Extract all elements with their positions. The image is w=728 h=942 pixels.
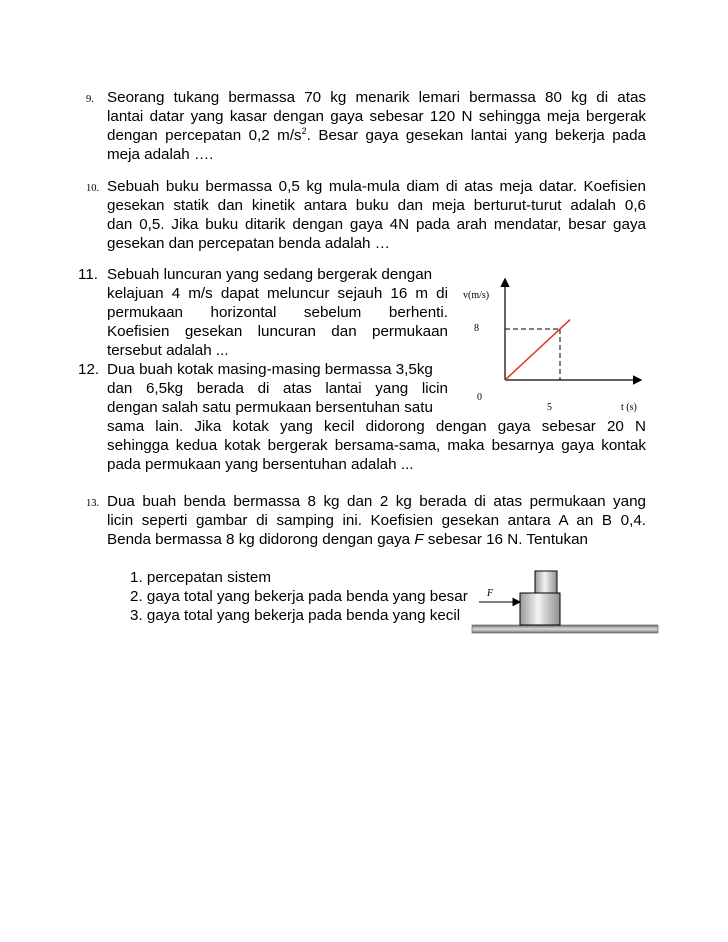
x-tick-label: 5: [547, 402, 552, 413]
question-text-line: lantai datar yang kasar dengan gaya sebesar 120 N sehingga meja bergerak: [107, 108, 646, 125]
blocks-figure: [472, 571, 658, 633]
question-text-line: dengan salah satu permukaan bersentuhan satu: [107, 399, 433, 416]
question-number: 10.: [86, 183, 100, 194]
question-text-line: Dua buah benda bermassa 8 kg dan 2 kg berada di atas permukaan yang: [107, 493, 646, 510]
question-text-line: gesekan dan percepatan benda adalah …: [107, 235, 390, 252]
question-12: [78, 360, 646, 474]
list-item: 3. gaya total yang bekerja pada benda yang kecil: [130, 607, 461, 624]
question-text-line: Sebuah buku bermassa 0,5 kg mula-mula diam di atas meja datar. Koefisien: [107, 178, 646, 195]
question-text-line: sama lain. Jika kotak yang kecil didorong dengan gaya sebesar 20 N: [107, 418, 646, 435]
question-text-line: Koefisien gesekan luncuran dan permukaan: [107, 323, 448, 340]
question-13: [86, 492, 646, 549]
question-13-subitems: [130, 568, 468, 625]
question-text-line: dengan percepatan 0,2 $m/s^2$. Besar gaya gesekan lantai yang bekerja pada: [107, 126, 647, 144]
question-text-line: Dua buah kotak masing-masing bermassa 3,5kg: [107, 361, 433, 378]
question-text-line: pada permukaan yang bersentuhan adalah ...: [107, 456, 414, 473]
question-number: 11.: [78, 266, 98, 283]
question-number: 13.: [86, 498, 100, 509]
floor-surface: [472, 625, 658, 633]
question-text-line: Benda bermassa 8 kg didorong dengan gaya F sebesar 16 N. Tentukan: [107, 531, 588, 548]
question-text-line: tersebut adalah ...: [107, 342, 229, 359]
question-text-line: Seorang tukang bermassa 70 kg menarik lemari bermassa 80 kg di atas: [107, 89, 646, 106]
question-text-line: Sebuah luncuran yang sedang bergerak dengan: [107, 266, 433, 283]
question-number: 9.: [86, 94, 94, 105]
question-10: [86, 177, 646, 253]
question-text-line: sehingga kedua kotak bergerak bersama-sama, maka besarnya gaya kontak: [107, 437, 646, 454]
large-block: [520, 593, 560, 625]
x-axis-label: t (s): [621, 402, 637, 413]
y-axis-label: v(m/s): [463, 290, 490, 301]
question-text-line: dan 0,5. Jika buku ditarik dengan gaya 4N pada arah mendatar, besar gaya: [107, 216, 646, 233]
question-text-line: permukaan horizontal sebelum berhenti.: [107, 304, 448, 321]
question-number: 12.: [78, 361, 100, 378]
y-tick-label: 8: [474, 323, 479, 334]
list-item: 1. percepatan sistem: [130, 569, 271, 586]
force-label: F: [487, 588, 494, 599]
question-text-line: licin seperti gambar di samping ini. Koefisien gesekan antara A an B 0,4.: [107, 512, 646, 529]
question-text-line: kelajuan 4 m/s dapat meluncur sejauh 16 m di: [107, 285, 448, 302]
list-item: 2. gaya total yang bekerja pada benda yang besar: [130, 588, 468, 605]
question-9: [86, 88, 646, 164]
small-block: [535, 571, 557, 593]
question-text-line: meja adalah ….: [107, 146, 214, 163]
question-text-line: gesekan statik dan kinetik antara buku dan meja berturut-turut adalah 0,6: [107, 197, 646, 214]
question-text-line: dan 6,5kg berada di atas lantai yang licin: [107, 380, 448, 397]
question-11: [78, 265, 448, 360]
origin-label: 0: [477, 392, 482, 403]
